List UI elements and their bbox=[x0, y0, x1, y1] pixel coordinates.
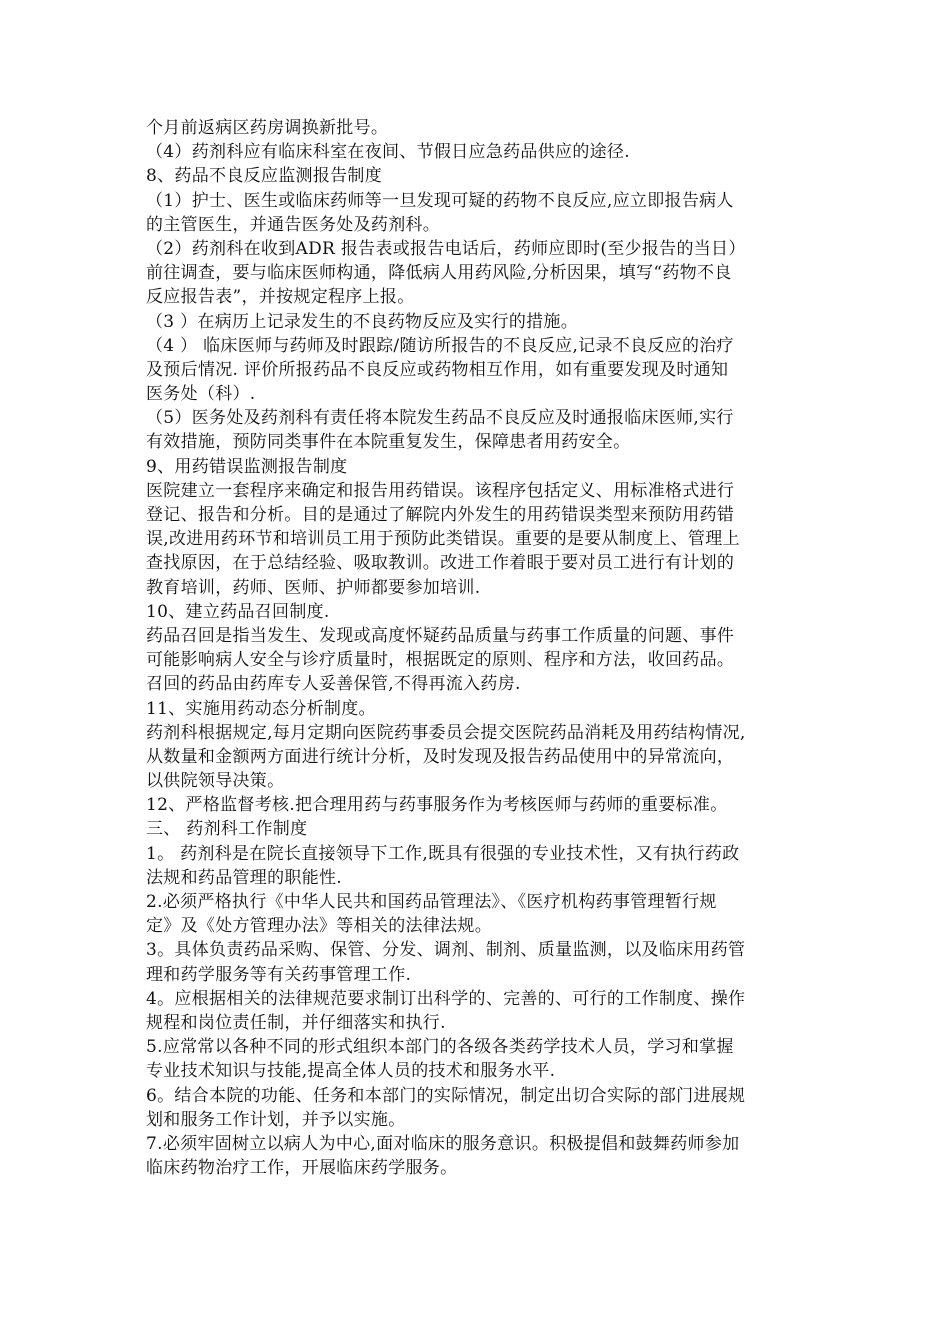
text-line: 药品召回是指当发生、发现或高度怀疑药品质量与药事工作质量的问题、事件 bbox=[146, 625, 735, 646]
text-line: 专业技术知识与技能,提高全体人员的技术和服务水平. bbox=[146, 1061, 556, 1082]
text-line: （4）药剂科应有临床科室在夜间、节假日应急药品供应的途径. bbox=[146, 142, 630, 163]
text-line: 召回的药品由药库专人妥善保管,不得再流入药房. bbox=[146, 674, 521, 695]
text-line: 1。 药剂科是在院长直接领导下工作,既具有很强的专业技术性，又有执行药政 bbox=[146, 843, 740, 864]
text-line: 划和服务工作计划，并予以实施。 bbox=[146, 1109, 406, 1130]
text-line: （1）护士、医生或临床药师等一旦发现可疑的药物不良反应,应立即报告病人 bbox=[146, 190, 734, 211]
text-line: 有效措施，预防同类事件在本院重复发生，保障患者用药安全。 bbox=[146, 432, 631, 453]
text-line: 11、实施用药动态分析制度。 bbox=[146, 698, 376, 719]
text-line: 5.应常常以各种不同的形式组织本部门的各级各类药学技术人员，学习和掌握 bbox=[146, 1037, 734, 1058]
text-line: 可能影响病人安全与诊疗质量时，根据既定的原则、程序和方法，收回药品。 bbox=[146, 650, 735, 671]
text-line: 4。应根据相关的法律规范要求制订出科学的、完善的、可行的工作制度、操作 bbox=[146, 988, 746, 1009]
text-line: 误,改进用药环节和培训员工用于预防此类错误。重要的是要从制度上、管理上 bbox=[146, 529, 740, 550]
text-line: 临床药物治疗工作，开展临床药学服务。 bbox=[146, 1158, 458, 1179]
text-line: 反应报告表”，并按规定程序上报。 bbox=[146, 287, 415, 308]
text-line: 医院建立一套程序来确定和报告用药错误。该程序包括定义、用标准格式进行 bbox=[146, 480, 735, 501]
text-line: 理和药学服务等有关药事管理工作. bbox=[146, 964, 412, 985]
text-line: 12、严格监督考核.把合理用药与药事服务作为考核医师与药师的重要标准。 bbox=[146, 795, 728, 816]
text-line: 查找原因，在于总结经验、吸取教训。改进工作着眼于要对员工进行有计划的 bbox=[146, 553, 735, 574]
text-line: 定》及《处方管理办法》等相关的法律法规。 bbox=[146, 916, 492, 937]
text-line: （2）药剂科在收到ADR 报告表或报告电话后，药师应即时(至少报告的当日） bbox=[146, 238, 746, 259]
text-line: （5）医务处及药剂科有责任将本院发生药品不良反应及时通报临床医师,实行 bbox=[146, 408, 734, 429]
text-line: 的主管医生，并通告医务处及药剂科。 bbox=[146, 214, 441, 235]
text-line: 药剂科根据规定,每月定期向医院药事委员会提交医院药品消耗及用药结构情况, bbox=[146, 722, 746, 743]
text-line: （3 ）在病历上记录发生的不良药物反应及实行的措施。 bbox=[146, 311, 579, 332]
text-line: 9、用药错误监测报告制度 bbox=[146, 456, 348, 477]
text-line: 以供院领导决策。 bbox=[146, 771, 285, 792]
text-line: 6。结合本院的功能、任务和本部门的实际情况，制定出切合实际的部门进展规 bbox=[146, 1085, 746, 1106]
text-line: 2.必须严格执行《中华人民共和国药品管理法》、《医疗机构药事管理暂行规 bbox=[146, 892, 717, 912]
text-line: 7.必须牢固树立以病人为中心,面对临床的服务意识。积极提倡和鼓舞药师参加 bbox=[146, 1133, 740, 1154]
text-line: 教育培训，药师、医师、护师都要参加培训. bbox=[146, 577, 481, 598]
text-line: 个月前返病区药房调换新批号。 bbox=[146, 118, 389, 138]
text-line: （4 ） 临床医师与药师及时跟踪/随访所报告的不良反应,记录不良反应的治疗 bbox=[146, 335, 734, 356]
text-line: 从数量和金额两方面进行统计分析，及时发现及报告药品使用中的异常流向， bbox=[146, 746, 735, 767]
text-line: 法规和药品管理的职能性. bbox=[146, 867, 343, 888]
text-line: 医务处（科）. bbox=[146, 384, 256, 405]
document-body bbox=[146, 116, 826, 1180]
text-line: 登记、报告和分析。目的是通过了解院内外发生的用药错误类型来预防用药错 bbox=[146, 505, 735, 525]
text-line: 前往调查，要与临床医师构通，降低病人用药风险,分析因果，填写“药物不良 bbox=[146, 263, 732, 284]
text-line: 及预后情况. 评价所报药品不良反应或药物相互作用，如有重要发现及时通知 bbox=[146, 359, 729, 380]
text-line: 三、 药剂科工作制度 bbox=[146, 819, 308, 840]
text-line: 规程和岗位责任制，并仔细落实和执行. bbox=[146, 1012, 446, 1033]
text-line: 10、建立药品召回制度. bbox=[146, 601, 330, 622]
text-line: 3。具体负责药品采购、保管、分发、调剂、制剂、质量监测，以及临床用药管 bbox=[146, 940, 746, 961]
text-line: 8、药品不良反应监测报告制度 bbox=[146, 166, 383, 187]
